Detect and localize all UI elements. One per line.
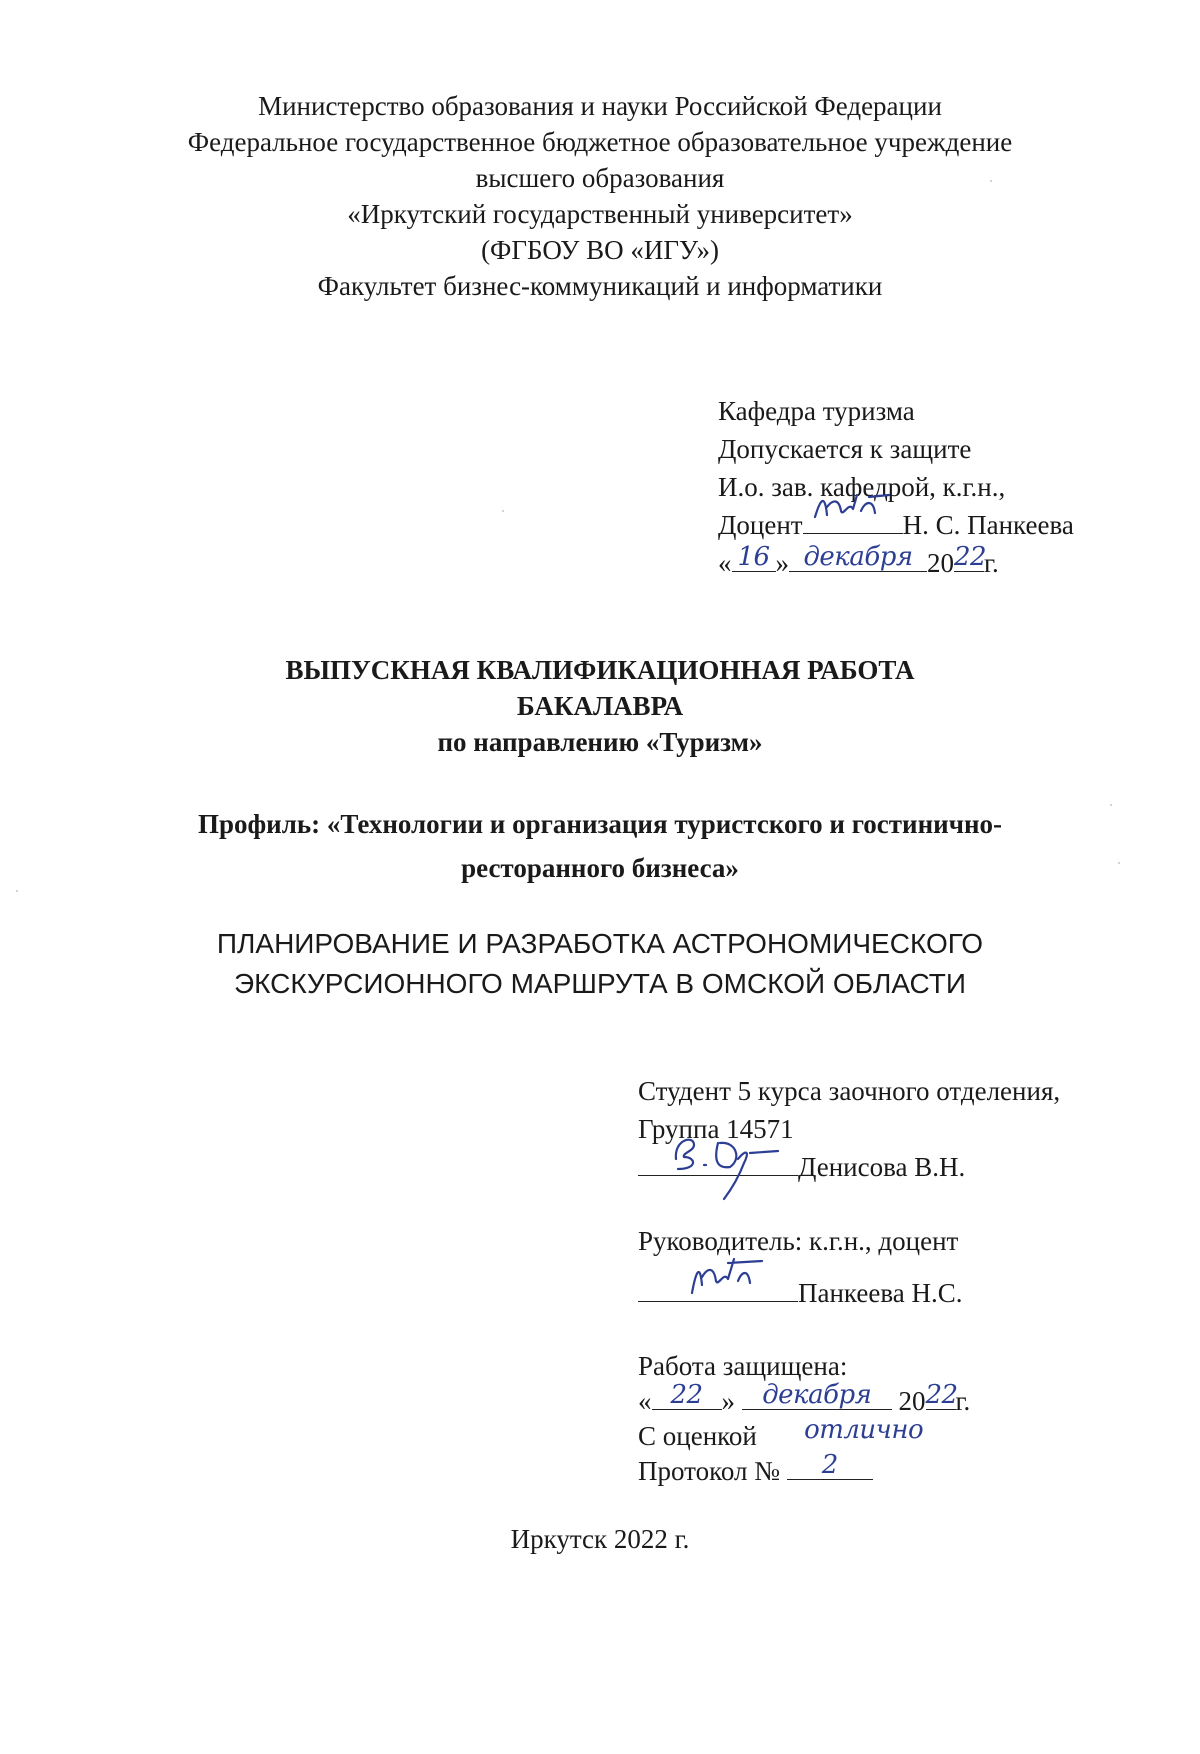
scan-speck [990,180,992,182]
head-title-label: И.о. зав. кафедрой, к.г.н., [718,472,1006,502]
supervisor-signature-graphic [638,1255,798,1295]
defense-month-field [742,1380,892,1410]
approval-day-field [732,542,776,572]
department-label: Кафедра туризма [718,396,915,426]
protocol-line [638,1450,970,1488]
scan-speck [1118,862,1120,864]
close-quote: » [775,548,789,578]
grade-field [764,1415,964,1445]
defense-year-suffix: г. [955,1386,971,1416]
student-name: Денисова В.Н. [798,1152,966,1182]
docent-line [718,506,1074,544]
docent-prefix: Доцент [718,510,803,540]
supervisor-signature-line [638,1274,962,1312]
topic-line1: ПЛАНИРОВАНИЕ И РАЗРАБОТКА АСТРОНОМИЧЕСКОГО [216,928,984,959]
protocol-number-field [787,1450,873,1480]
approval-month-field [789,542,927,572]
work-direction: по направлению «Туризм» [437,727,763,757]
profile-line1: Профиль: «Технологии и организация туристского и гостинично- [197,809,1002,839]
supervisor-block [638,1222,962,1312]
docent-name: Н. С. Панкеева [902,510,1074,540]
defense-open-quote: « [638,1386,652,1416]
institution-type-line: Федеральное государственное бюджетное образовательное учреждение [187,127,1013,157]
supervisor-name: Панкеева Н.С. [798,1278,963,1308]
scan-speck [502,510,504,512]
protocol-label: Протокол № [638,1456,780,1486]
defense-date-line [638,1380,971,1418]
defense-block [638,1350,970,1488]
education-level-line: высшего образования [475,163,725,193]
head-signature-graphic [803,487,903,527]
grade-label: С оценкой [638,1421,757,1451]
supervisor-signature [638,1275,798,1302]
work-title-line1: ВЫПУСКНАЯ КВАЛИФИКАЦИОННАЯ РАБОТА [285,655,915,685]
scan-speck [1110,804,1112,806]
open-quote: « [718,548,732,578]
topic-line2: ЭКСКУРСИОННОГО МАРШРУТА В ОМСКОЙ ОБЛАСТИ [234,968,966,999]
grade-hand: отлично [804,1415,924,1445]
approval-year-hand: 22 [954,542,987,572]
student-block [638,1072,1060,1186]
protocol-number-hand: 2 [821,1450,838,1480]
scan-speck [16,890,18,892]
defense-year-field [925,1380,958,1410]
student-signature-graphic [638,1129,798,1189]
work-title-block [0,652,1200,760]
approval-year-prefix: 20 [927,548,954,578]
defense-label: Работа защищена: [638,1351,848,1381]
ministry-line: Министерство образования и науки Российской Федерации [258,91,942,121]
university-abbr-line: (ФГБОУ ВО «ИГУ») [481,235,719,265]
approval-date-line [718,544,1074,582]
faculty-line: Факультет бизнес-коммуникаций и информатики [317,271,883,301]
city-year: Иркутск 2022 г. [510,1524,690,1554]
student-signature-line [638,1148,1060,1186]
defense-month-hand: декабря [762,1380,872,1410]
defense-day-hand: 22 [670,1380,703,1410]
defense-grade-line [638,1415,970,1453]
institution-header [0,88,1200,304]
topic-block [0,924,1200,1004]
work-title-line2: БАКАЛАВРА [516,691,684,721]
approval-year-suffix: г. [984,548,999,578]
approval-block [718,392,1074,582]
student-course: Студент 5 курса заочного отделения, [638,1076,1061,1106]
supervisor-role: Руководитель: к.г.н., доцент [638,1226,959,1256]
approval-month-hand: декабря [803,542,913,572]
university-name-line: «Иркутский государственный университет» [347,199,853,229]
defense-close-quote: » [721,1386,735,1416]
admitted-label: Допускается к защите [718,434,972,464]
student-group: Группа 14571 [638,1114,794,1144]
defense-year-prefix: 20 [898,1386,926,1416]
profile-block [0,802,1200,890]
defense-day-field [652,1380,722,1410]
head-signature [803,507,903,534]
student-signature [638,1149,798,1176]
profile-line2: ресторанного бизнеса» [461,853,739,883]
defense-year-hand: 22 [925,1380,958,1410]
approval-year-field [954,542,987,572]
approval-day-hand: 16 [737,542,770,572]
